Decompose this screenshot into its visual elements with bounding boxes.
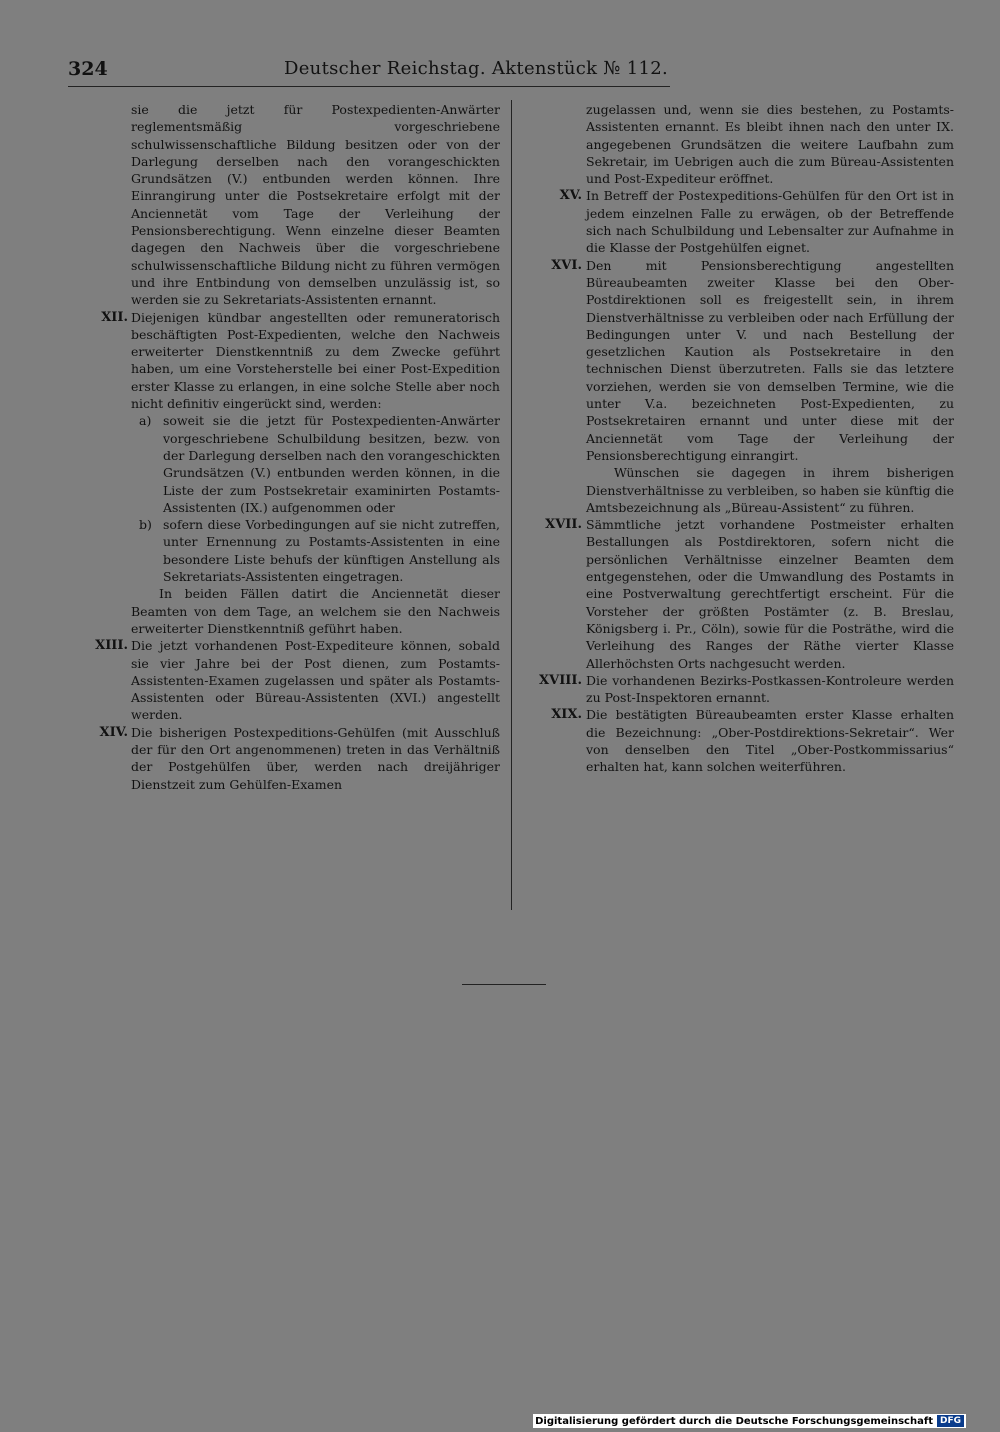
section-numeral: XIII. (95, 638, 128, 654)
section-text: In Betreff der Postexpeditions-Gehülfen für den Ort ist in jedem einzelnen Falle zu erwägen, ob der Betreffende sich nach Schulbildung und Lebensalter zur Aufnahme in die Klasse der Postgehülfen eignet. (586, 188, 954, 256)
digitization-footer (533, 1414, 966, 1428)
section-numeral: XIV. (99, 724, 128, 740)
section-text: Den mit Pensionsberechtigung angestellten Büreaubeamten zweiter Klasse bei den Ober-Postdirektionen soll es freigestellt sein, in ihrem Dienstverhältnisse zu verbleiben oder nach Erfüllung der Bedingungen unter V. und nach Bestellung der gesetzlichen Kaution als Postsekretaire in den technischen Dienst überzutreten. Falls sie das letztere vorziehen, werden sie von demselben Termine, wie die unter V.a. bezeichneten Post-Expedienten, zu Postsekretairen ernannt und unter diese mit der Anciennetät vom Tage der Verleihung der Pensionsberechtigung einrangirt. (586, 257, 954, 463)
section-text: Die jetzt vorhandenen Post-Expediteure können, sobald sie vier Jahre bei der Post dienen, zum Postamts-Assistenten-Examen zugelassen und später als Postamts-Assistenten oder Büreau-Assistenten (XVI.) angestellt werden. (131, 638, 500, 723)
running-head: Deutscher Reichstag. Aktenstück № 112. (284, 58, 668, 79)
paragraph-text: zugelassen und, wenn sie dies bestehen, zu Postamts-Assistenten ernannt. Es bleibt ihnen nach den unter IX. angegebenen Grundsätzen die weitere Laufbahn zum Sekretair, im Uebrigen auch die zum Büreau-Assistenten und Post-Expediteur eröffnet. (586, 102, 954, 187)
section-text: Die bisherigen Postexpeditions-Gehülfen (mit Ausschluß der für den Ort angenommenen) treten in das Verhältniß der Postgehülfen über, werden nach dreijähriger Dienstzeit zum Gehülfen-Examen (131, 724, 500, 792)
item-text: sofern diese Vorbedingungen auf sie nicht zutreffen, unter Ernennung zu Postamts-Assistenten in eine besondere Liste behufs der künftigen Anstellung als Sekretariats-Assistenten eingetragen. (163, 517, 500, 585)
right-column (516, 101, 954, 776)
section-numeral: XVII. (545, 517, 582, 533)
section-xiii (76, 637, 500, 723)
page-number: 324 (68, 58, 108, 80)
end-rule (462, 984, 546, 985)
section-closing: Wünschen sie dagegen in ihrem bisherigen Dienstverhältnisse zu verbleiben, so haben sie künftig die Amtsbezeichnung als „Büreau-Assistent“ zu führen. (586, 465, 954, 515)
item-text: soweit sie die jetzt für Postexpedienten-Anwärter vorgeschriebene Schulbildung besitzen, bezw. von der Darlegung derselben nach den vorangeschickten Grundsätzen (V.) entbunden werden können, in die Liste der zum Postsekretair examinirten Postamts-Assistenten (IX.) aufgenommen oder (163, 413, 500, 515)
section-numeral: XIX. (551, 707, 582, 723)
section-text: Diejenigen kündbar angestellten oder remuneratorisch beschäftigten Post-Expedienten, welche den Nachweis erweiterter Dienstkenntniß zu dem Zwecke geführt haben, um eine Vorsteherstelle bei einer Post-Expedition erster Klasse zu erlangen, in eine solche Stelle aber noch nicht definitiv eingerückt sind, werden: (131, 309, 500, 412)
section-xiv (76, 724, 500, 793)
page-header (68, 58, 668, 88)
header-rule (68, 86, 670, 87)
section-text: Sämmtliche jetzt vorhandene Postmeister erhalten Bestallungen als Postdirektoren, sofern nicht die persönlichen Verhältnisse einzelner Beamten dem entgegenstehen, oder die Umwandlung des Postamts in eine Postverwaltung gerechtfertigt erscheint. Für die Vorsteher der größten Postämter (z. B. Breslau, Königsberg i. Pr., Cöln), sowie für die Posträthe, wird die Verleihung des Ranges der Räthe vierter Klasse Allerhöchsten Orts nachgesucht werden. (586, 517, 954, 671)
section-xv (516, 187, 954, 256)
item-label: a) (139, 413, 152, 429)
section-numeral: XII. (101, 309, 128, 325)
section-text: Die vorhandenen Bezirks-Postkassen-Kontroleure werden zu Post-Inspektoren ernannt. (586, 672, 954, 706)
section-text: Die bestätigten Büreaubeamten erster Klasse erhalten die Bezeichnung: „Ober-Postdirektions-Sekretair“. Wer von denselben den Titel „Ober-Postkommissarius“ erhalten hat, kann solchen weiterführen. (586, 707, 954, 775)
paragraph-text: sie die jetzt für Postexpedienten-Anwärter reglementsmäßig vorgeschriebene schulwissenschaftliche Bildung besitzen oder von der Darlegung derselben nach den vorangeschickten Grundsätzen (V.) entbunden werden können. Ihre Einrangirung unter die Postsekretaire erfolgt mit der Anciennetät vom Tage der Verleihung der Pensionsberechtigung. Wenn einzelne dieser Beamten dagegen den Nachweis über die vorgeschriebene schulwissenschaftliche Bildung nicht zu führen vermögen und ihre Entbindung von demselben unzulässig ist, so werden sie zu Sekretariats-Assistenten ernannt. (131, 102, 500, 308)
list-item (131, 516, 500, 585)
list-item (131, 412, 500, 516)
section-xix (516, 706, 954, 775)
continuation-paragraph (516, 101, 954, 187)
section-numeral: XV. (559, 188, 582, 204)
section-xii (76, 309, 500, 638)
column-divider (511, 100, 512, 910)
section-xvi (516, 257, 954, 516)
continuation-paragraph (76, 101, 500, 309)
digitization-note: Digitalisierung gefördert durch die Deutsche Forschungsgemeinschaft (535, 1415, 933, 1427)
section-xvii (516, 516, 954, 672)
section-xviii (516, 672, 954, 707)
section-numeral: XVI. (551, 257, 582, 273)
dfg-logo: DFG (937, 1415, 964, 1427)
section-numeral: XVIII. (539, 672, 582, 688)
item-label: b) (139, 517, 152, 533)
left-column (76, 101, 500, 793)
section-closing: In beiden Fällen datirt die Anciennetät dieser Beamten von dem Tage, an welchem sie den Nachweis erweiterter Dienstkenntniß geführt haben. (131, 586, 500, 636)
